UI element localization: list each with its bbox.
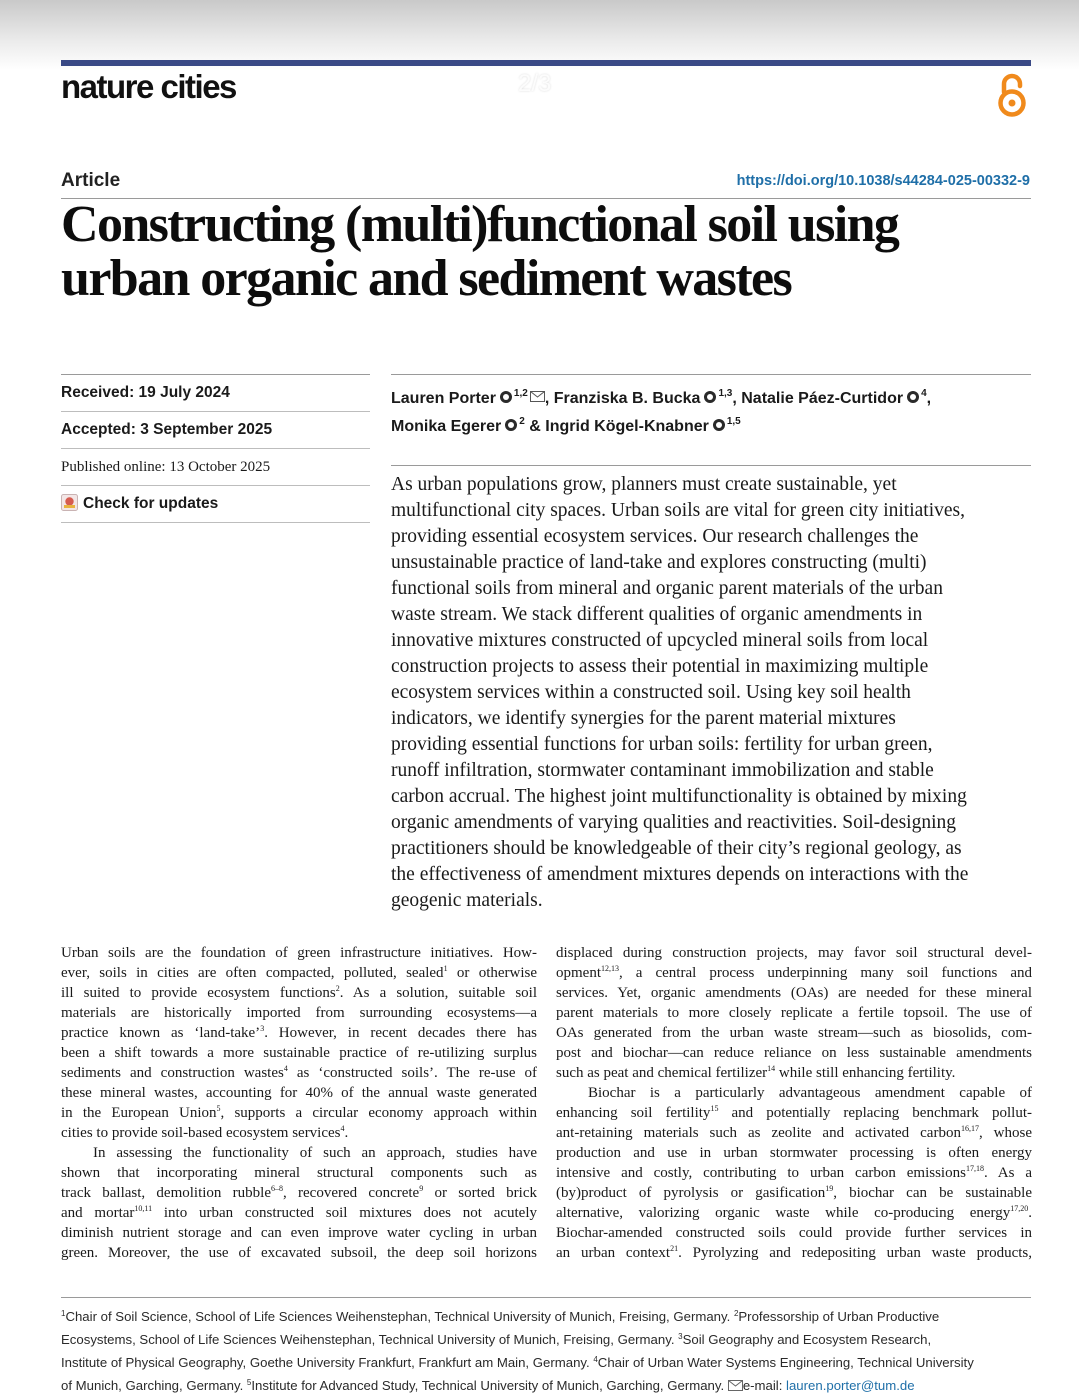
author-name[interactable] bbox=[391, 390, 545, 407]
citation-ref[interactable]: 4 bbox=[340, 1124, 345, 1133]
meta-divider bbox=[61, 522, 370, 523]
body-column-right bbox=[556, 943, 1032, 1263]
author-name-text: Franziska B. Bucka bbox=[553, 390, 701, 407]
body-line: green. Moreover, the use of excavated subsoil, the deep soil horizons bbox=[61, 1245, 537, 1261]
open-access-lock-icon bbox=[996, 72, 1028, 118]
body-line: such as peat and chemical fertilizer$^{14}$ while still enhancing fertility. bbox=[556, 1064, 956, 1081]
affiliation-number: 4 bbox=[593, 1355, 598, 1364]
author-list: Lauren Porter $^{1,2}$ , Franziska B. Bucka $^{1,3}$, Natalie Páez-Curtidor $^4$, Monika Egerer $^2$ & Ingrid Kögel-Knabner $^{1,5}$ bbox=[391, 388, 932, 435]
body-line: cities to provide soil-based ecosystem services$^4$. bbox=[61, 1124, 349, 1141]
affiliation-number: 5 bbox=[246, 1378, 252, 1387]
abstract-line: practitioners should be knowledgeable of their city’s regional geology, as bbox=[391, 838, 962, 859]
authors-rule bbox=[391, 374, 1031, 375]
body-line: intensive and costly, contributing to urban carbon emissions$^{17,18}$. As a bbox=[556, 1164, 1033, 1181]
abstract-line: construction projects to assess their potential in maximizing multiple bbox=[391, 656, 929, 677]
abstract-line: waste stream. We stack different qualities of organic amendments in bbox=[391, 604, 923, 625]
meta-divider bbox=[61, 411, 370, 412]
check-for-updates-label: Check for updates bbox=[83, 495, 219, 512]
abstract-line: geogenic materials. bbox=[391, 890, 543, 911]
orcid-icon[interactable] bbox=[500, 391, 512, 403]
author-affiliation-ref: 1,3 bbox=[718, 388, 733, 399]
orcid-icon[interactable] bbox=[907, 391, 919, 403]
meta-rule bbox=[61, 374, 370, 375]
meta-divider bbox=[61, 448, 370, 449]
orcid-icon[interactable] bbox=[713, 419, 725, 431]
abstract-line: runoff infiltration, stormwater contaminant immobilization and stable bbox=[391, 760, 934, 781]
abstract-line: innovative mixtures constructed of upcycled mineral soils from local bbox=[391, 630, 929, 651]
abstract-line: unsustainable practice of land-take and explores constructing (multi) bbox=[391, 552, 927, 573]
abstract-line: As urban populations grow, planners must create sustainable, yet bbox=[391, 474, 897, 495]
check-for-updates-icon bbox=[61, 494, 78, 511]
body-line: shown that incorporating mineral structural components such as bbox=[61, 1165, 537, 1181]
abstract-line: multifunctional city spaces. Urban soils are vital for green city initiatives, bbox=[391, 500, 966, 521]
author-affiliation-ref: 1,5 bbox=[726, 416, 741, 427]
body-line: sediments and construction wastes$^4$ as ‘constructed soils’. The re-use of bbox=[61, 1064, 538, 1081]
citation-ref[interactable]: 17,20 bbox=[1010, 1204, 1029, 1213]
journal-header-rule bbox=[61, 60, 1031, 66]
body-line: services. Yet, organic amendments (OAs) are needed for these mineral bbox=[556, 985, 1032, 1001]
body-line: and mortar$^{10,11}$ into urban constructed soil mixtures does not acutely bbox=[61, 1204, 537, 1221]
citation-ref[interactable]: 17,18 bbox=[965, 1164, 984, 1173]
abstract-line: functional soils from mineral and organic parent materials of the urban bbox=[391, 578, 943, 599]
check-for-updates-link[interactable] bbox=[61, 494, 218, 513]
meta-divider bbox=[61, 485, 370, 486]
body-line: enhancing soil fertility$^{15}$ and potentially replacing benchmark pollut- bbox=[556, 1104, 1032, 1121]
affiliation-line: Ecosystems, School of Life Sciences Weihenstephan, Technical University of Munich, Freising, Germany. $^3$Soil Geography and Ecosystem Research, bbox=[61, 1332, 932, 1347]
abstract-line: the effectiveness of amendment mixtures depends on interactions with the bbox=[391, 864, 969, 885]
citation-ref[interactable]: 9 bbox=[419, 1184, 424, 1193]
body-line: in the European Union$^5$, supports a circular economy approach within bbox=[61, 1104, 537, 1121]
body-line: practice known as ‘land-take’$^3$. However, in recent decades there has bbox=[61, 1024, 537, 1041]
body-line: ant-retaining materials such as zeolite and activated carbon$^{16,17}$, whose bbox=[556, 1124, 1032, 1141]
author-name[interactable] bbox=[545, 418, 740, 435]
body-line: parent materials to more closely replicate a fertile topsoil. The use of bbox=[556, 1005, 1032, 1021]
abstract bbox=[391, 472, 1031, 914]
author-name-text: Lauren Porter bbox=[391, 390, 496, 407]
author-affiliation-ref: 2 bbox=[519, 416, 525, 427]
journal-name: nature cities bbox=[61, 68, 236, 105]
citation-ref[interactable]: 21 bbox=[670, 1244, 679, 1253]
body-line: displaced during construction projects, may favor soil structural devel- bbox=[556, 945, 1032, 961]
abstract-line: organic amendments of varying qualities and reactivities. Soil-designing bbox=[391, 812, 957, 833]
citation-ref[interactable]: 14 bbox=[767, 1064, 776, 1073]
citation-ref[interactable]: 1 bbox=[443, 964, 448, 973]
body-line: ill suited to provide ecosystem functions$^2$. As a solution, suitable soil bbox=[61, 984, 537, 1001]
article-type: Article bbox=[61, 170, 121, 191]
footnote-rule bbox=[61, 1297, 1031, 1298]
article-title bbox=[61, 198, 1021, 306]
body-line: ever, soils in cities are often compacted, polluted, sealed$^1$ or otherwise bbox=[61, 964, 538, 981]
body-line: In assessing the functionality of such an approach, studies have bbox=[93, 1145, 537, 1161]
citation-ref[interactable]: 15 bbox=[710, 1104, 719, 1113]
abstract-line: indicators, we identify synergies for the parent material mixtures bbox=[391, 708, 896, 729]
affiliation-number: 1 bbox=[61, 1309, 66, 1318]
title-line: Constructing (multi)functional soil using bbox=[61, 196, 899, 253]
received-date: Received: 19 July 2024 bbox=[61, 384, 230, 401]
citation-ref[interactable]: 19 bbox=[825, 1184, 834, 1193]
body-line: (by)product of pyrolysis or gasification$^{19}$, biochar can be sustainable bbox=[556, 1184, 1032, 1201]
page-indicator: 2/3 bbox=[518, 70, 552, 97]
abstract-line: ecosystem services within a constructed soil. Using key soil health bbox=[391, 682, 911, 703]
citation-ref[interactable]: 2 bbox=[335, 984, 340, 993]
orcid-icon[interactable] bbox=[704, 391, 716, 403]
affiliation-number: 2 bbox=[733, 1309, 739, 1318]
citation-ref[interactable]: 16,17 bbox=[960, 1124, 979, 1133]
author-affiliation-ref: 4 bbox=[921, 388, 927, 399]
doi-link[interactable]: https://doi.org/10.1038/s44284-025-00332-9 bbox=[736, 173, 1030, 189]
body-line: track ballast, demolition rubble$^{6-8}$, recovered concrete$^9$ or sorted brick bbox=[61, 1184, 537, 1201]
body-line: these mineral wastes, accounting for 40% of the annual waste generated bbox=[61, 1085, 537, 1101]
accepted-date: Accepted: 3 September 2025 bbox=[61, 421, 273, 438]
author-name-text: Natalie Páez-Curtidor bbox=[741, 390, 904, 407]
orcid-icon[interactable] bbox=[505, 419, 517, 431]
body-line: an urban context$^{21}$. Pyrolyzing and redepositing urban waste products, bbox=[556, 1244, 1032, 1261]
author-name[interactable] bbox=[391, 418, 525, 435]
body-line: Biochar is a particularly advantageous amendment capable of bbox=[588, 1085, 1032, 1101]
author-name[interactable] bbox=[741, 390, 926, 407]
published-date: Published online: 13 October 2025 bbox=[61, 459, 271, 475]
affiliation-line: of Munich, Garching, Germany. $^5$Institute for Advanced Study, Technical University of Munich, Garching, Germany. e-mail: lauren.porter@tum.de bbox=[61, 1378, 915, 1393]
affiliation-line: Institute of Physical Geography, Goethe University Frankfurt, Frankfurt am Main, Germany. $^4$Chair of Urban Water Systems Engineering, Technical University bbox=[61, 1355, 974, 1370]
abstract-line: carbon accrual. The highest joint multifunctionality is obtained by mixing bbox=[391, 786, 967, 807]
corresponding-email-link[interactable]: lauren.porter@tum.de bbox=[786, 1378, 915, 1393]
citation-ref[interactable]: 3 bbox=[260, 1024, 265, 1033]
abstract-line: providing essential ecosystem services. Our research challenges the bbox=[391, 526, 919, 547]
body-line: diminish nutrient storage and can even improve water cycling in urban bbox=[61, 1225, 537, 1241]
citation-ref[interactable]: 4 bbox=[283, 1064, 288, 1073]
body-line: Biochar-amended constructed soils could provide further services in bbox=[556, 1225, 1032, 1241]
email-icon[interactable] bbox=[530, 391, 545, 402]
author-name-text: Ingrid Kögel-Knabner bbox=[545, 418, 709, 435]
body-line: post and biochar—can reduce reliance on less sustainable amendments bbox=[556, 1045, 1032, 1061]
body-line: materials are historically imported from surrounding ecosystems—a bbox=[61, 1005, 537, 1021]
body-column-left bbox=[61, 943, 537, 1263]
abstract-rule bbox=[391, 465, 1031, 466]
body-line: production and use in urban stormwater processing is often energy bbox=[556, 1145, 1032, 1161]
citation-ref[interactable]: 5 bbox=[216, 1104, 221, 1113]
author-name-text: Monika Egerer bbox=[391, 418, 502, 435]
citation-ref[interactable]: 12,13 bbox=[601, 964, 619, 973]
title-line: urban organic and sediment wastes bbox=[61, 250, 792, 307]
affiliation-number: 3 bbox=[678, 1332, 683, 1341]
author-name[interactable] bbox=[554, 390, 733, 407]
body-line: opment$^{12,13}$, a central process underpinning many soil functions and bbox=[556, 964, 1032, 981]
affiliations-footnote bbox=[61, 1304, 1036, 1396]
abstract-line: providing essential functions for urban soils: fertility for urban green, bbox=[391, 734, 933, 755]
author-affiliation-ref: 1,2 bbox=[513, 388, 528, 399]
body-line: been a shift towards a more sustainable practice of re-utilizing surplus bbox=[61, 1045, 537, 1061]
body-line: alternative, valorizing organic waste while co-producing energy$^{17,20}$. bbox=[556, 1204, 1032, 1221]
body-line: Urban soils are the foundation of green infrastructure initiatives. How- bbox=[61, 945, 537, 961]
citation-ref[interactable]: 6–8 bbox=[271, 1184, 284, 1193]
affiliation-line: $^1$Chair of Soil Science, School of Life Sciences Weihenstephan, Technical University of Munich, Freising, Germany. $^2$Professorship of Urban Productive bbox=[61, 1309, 940, 1324]
body-line: OAs generated from the urban waste stream—such as biosolids, com- bbox=[556, 1025, 1032, 1041]
citation-ref[interactable]: 10,11 bbox=[134, 1204, 153, 1213]
